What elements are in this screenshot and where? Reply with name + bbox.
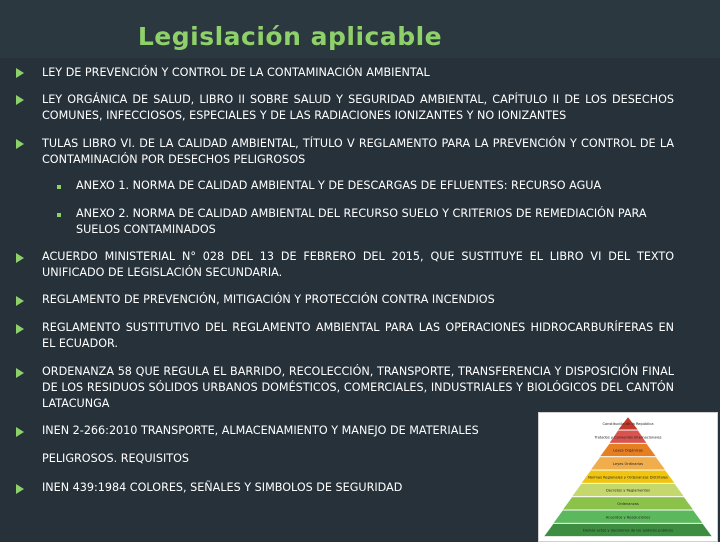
pyramid-level-label: Normas Regionales y Ordenanzas Distritales <box>588 475 668 480</box>
pyramid-level-label: Tratados y Convenios Internacionales <box>594 435 662 440</box>
list-item-continuation: PELIGROSOS. REQUISITOS <box>42 452 189 465</box>
list-item: TULAS LIBRO VI. DE LA CALIDAD AMBIENTAL, TÍTULO V REGLAMENTO PARA LA PREVENCIÓN Y CONTROL DE LA CONTAMINACIÓN POR DESECHOS PELIGROSOS <box>42 137 674 166</box>
list-item: ORDENANZA 58 QUE REGULA EL BARRIDO, RECOLECCIÓN, TRANSPORTE, TRANSFERENCIA Y DISPOSICIÓN FINAL DE LOS RESIDUOS SÓLIDOS URBANOS DOMÉSTICOS, COMERCIALES, INDUSTRIALES Y BIOLÓGICOS DEL CANTÓN LATACUNGA <box>42 365 674 410</box>
list-item: LEY DE PREVENCIÓN Y CONTROL DE LA CONTAMINACIÓN AMBIENTAL <box>42 66 430 79</box>
bullet-icon <box>16 253 24 263</box>
bullet-icon <box>16 95 24 105</box>
list-item: ACUERDO MINISTERIAL N° 028 DEL 13 DE FEBRERO DEL 2015, QUE SUSTITUYE EL LIBRO VI DEL TEXTO UNIFICADO DE LEGISLACIÓN SECUNDARIA. <box>42 250 674 279</box>
pyramid-svg <box>539 413 717 541</box>
pyramid-level-label: Ordenanzas <box>617 502 639 507</box>
sub-bullet-icon <box>57 213 61 217</box>
page-title: Legislación aplicable <box>137 22 443 51</box>
list-item: REGLAMENTO DE PREVENCIÓN, MITIGACIÓN Y PROTECCIÓN CONTRA INCENDIOS <box>42 293 495 306</box>
pyramid-level-label: Leyes Orgánicas <box>613 448 643 453</box>
pyramid-level-label: Constitución de la República <box>602 422 654 427</box>
list-item: INEN 2-266:2010 TRANSPORTE, ALMACENAMIENTO Y MANEJO DE MATERIALES <box>42 424 479 437</box>
list-item: INEN 439:1984 COLORES, SEÑALES Y SIMBOLOS DE SEGURIDAD <box>42 481 403 494</box>
pyramid-level-label: Demás actos y decisiones de los poderes públicos <box>582 528 674 533</box>
bullet-icon <box>16 324 24 334</box>
pyramid-level-label: Acuerdos y Resoluciones <box>605 515 651 520</box>
bullet-icon <box>16 139 24 149</box>
pyramid-level-label: Leyes Ordinarias <box>612 462 644 467</box>
sub-list-item: ANEXO 1. NORMA DE CALIDAD AMBIENTAL Y DE DESCARGAS DE EFLUENTES: RECURSO AGUA <box>76 179 602 192</box>
bullet-icon <box>16 427 24 437</box>
list-item: REGLAMENTO SUSTITUTIVO DEL REGLAMENTO AMBIENTAL PARA LAS OPERACIONES HIDROCARBURÍFERAS EN EL ECUADOR. <box>42 321 674 350</box>
bullet-icon <box>16 368 24 378</box>
pyramid-level-label: Decretos y Reglamentos <box>606 488 650 493</box>
list-item: LEY ORGÁNICA DE SALUD, LIBRO II SOBRE SALUD Y SEGURIDAD AMBIENTAL, CAPÍTULO II DE LOS DESECHOS COMUNES, INFECCIOSOS, ESPECIALES Y DE LAS RADIACIONES IONIZANTES Y NO IONIZANTES <box>42 93 674 122</box>
bullet-icon <box>16 484 24 494</box>
sub-bullet-icon <box>57 185 61 189</box>
bullet-icon <box>16 68 24 78</box>
legal-hierarchy-pyramid <box>538 412 718 542</box>
bullet-icon <box>16 296 24 306</box>
sub-list-item: ANEXO 2. NORMA DE CALIDAD AMBIENTAL DEL RECURSO SUELO Y CRITERIOS DE REMEDIACIÓN PARA SUELOS CONTAMINADOS <box>76 207 647 236</box>
